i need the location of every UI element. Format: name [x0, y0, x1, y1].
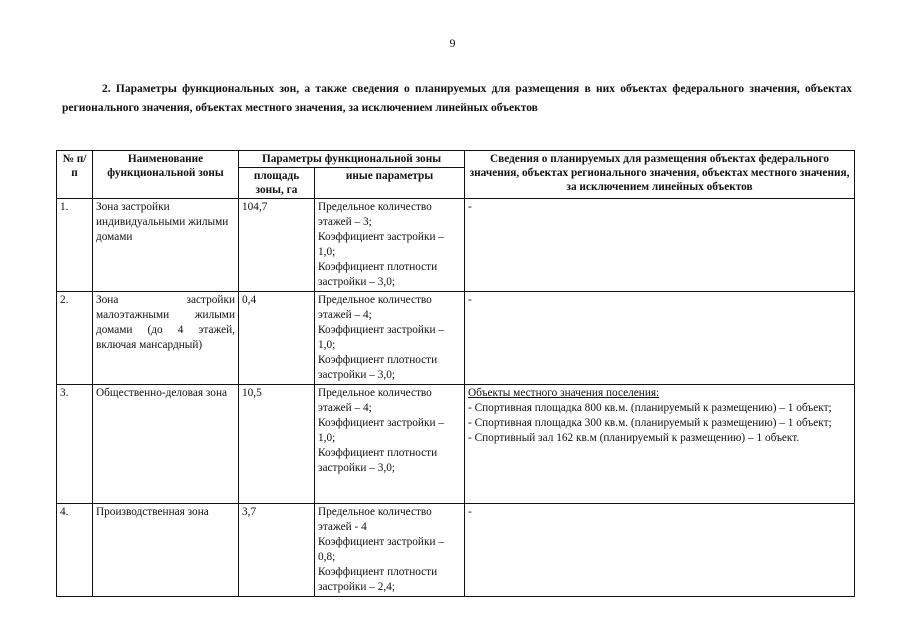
row-num: 3. [57, 385, 93, 504]
row-area: 104,7 [239, 199, 315, 292]
row-objects [465, 504, 855, 597]
page-number: 9 [449, 36, 456, 50]
object-item: - Спортивная площадка 300 кв.м. (планируемый к размещению) – 1 объект; [468, 417, 832, 429]
table-row [57, 199, 855, 292]
row-params [315, 385, 465, 504]
param-floors: Предельное количество этажей – 3; [318, 201, 432, 228]
row-zone: Производственная зона [93, 504, 239, 597]
row-num: 4. [57, 504, 93, 597]
param-density: Коэффициент плотности застройки – 3,0; [318, 261, 438, 288]
param-coverage: Коэффициент застройки – 1,0; [318, 417, 444, 444]
row-params [315, 292, 465, 385]
row-num: 1. [57, 199, 93, 292]
header-params-group: Параметры функциональной зоны [239, 151, 465, 168]
param-floors: Предельное количество этажей – 4; [318, 294, 432, 321]
table-row [57, 504, 855, 597]
section-heading: 2. Параметры функциональных зон, а также сведения о планируемых для размещения в них объектах федерального значения, объектах регионального значения, объектах местного значения, за исключением линейных объектов [62, 83, 852, 114]
row-area: 10,5 [239, 385, 315, 504]
row-params [315, 504, 465, 597]
param-coverage: Коэффициент застройки – 1,0; [318, 231, 444, 258]
row-objects [465, 385, 855, 504]
zones-table [56, 150, 855, 597]
table-row [57, 385, 855, 504]
row-objects [465, 292, 855, 385]
row-area: 0,4 [239, 292, 315, 385]
table-row [57, 292, 855, 385]
row-zone: Зона застройки малоэтажными жилыми домами (до 4 этажей, включая мансардный) [93, 292, 239, 385]
header-zone-name: Наименование функциональной зоны [93, 151, 239, 199]
header-objects: Сведения о планируемых для размещения объектах федерального значения, объектах регионального значения, объектах местного значения, за исключением линейных объектов [465, 151, 855, 199]
header-other-params: иные параметры [315, 168, 465, 199]
param-density: Коэффициент плотности застройки – 3,0; [318, 354, 438, 381]
row-zone: Зона застройки индивидуальными жилыми домами [93, 199, 239, 292]
param-density: Коэффициент плотности застройки – 2,4; [318, 566, 438, 593]
param-floors: Предельное количество этажей – 4; [318, 387, 432, 414]
header-num: № п/п [57, 151, 93, 199]
row-zone: Общественно-деловая зона [93, 385, 239, 504]
param-coverage: Коэффициент застройки – 0,8; [318, 536, 444, 563]
object-item: - [468, 294, 472, 306]
object-item: - [468, 201, 472, 213]
row-area: 3,7 [239, 504, 315, 597]
object-item: - Спортивный зал 162 кв.м (планируемый к размещению) – 1 объект. [468, 432, 800, 444]
objects-title: Объекты местного значения поселения: [468, 387, 660, 399]
param-floors: Предельное количество этажей - 4 [318, 506, 432, 533]
table-header-row [57, 151, 855, 168]
param-density: Коэффициент плотности застройки – 3,0; [318, 447, 438, 474]
object-item: - Спортивная площадка 800 кв.м. (планируемый к размещению) – 1 объект; [468, 402, 832, 414]
header-area: площадь зоны, га [239, 168, 315, 199]
object-item: - [468, 506, 472, 518]
param-coverage: Коэффициент застройки – 1,0; [318, 324, 444, 351]
row-objects [465, 199, 855, 292]
row-num: 2. [57, 292, 93, 385]
row-params [315, 199, 465, 292]
